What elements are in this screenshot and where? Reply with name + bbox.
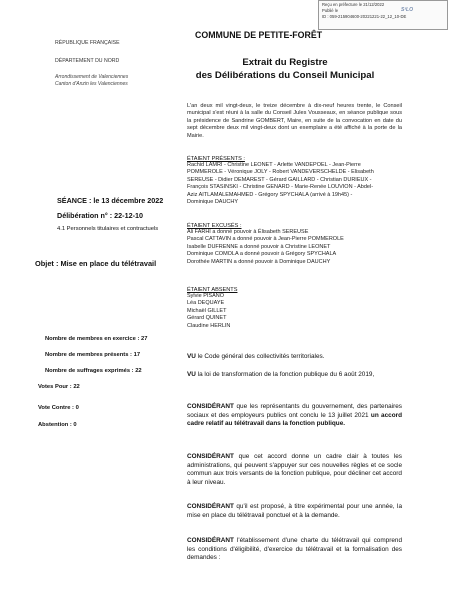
vu-paragraph-2 [187, 371, 402, 380]
stat-pour: Votes Pour : 22 [38, 384, 80, 390]
canton-label: Canton d'Anzin les Valenciennes [55, 81, 128, 87]
considerant-paragraph-3 [187, 503, 402, 520]
prefecture-stamp [318, 0, 448, 30]
considerant-text: que les représentants du gouvernement, des partenaires sociaux et des employeurs publics ont conclu le 13 juillet 2021 [187, 403, 402, 419]
objet-label: Objet : Mise en place du télétravail [35, 259, 157, 268]
stamp-published: Publié le [322, 8, 339, 13]
absents-section [187, 287, 237, 330]
intro-paragraph: L'an deux mil vingt-deux, le treize décembre à dix-neuf heures trente, le Conseil municipal s'est réuni à la salle du Conseil Jules Vousseaux, en séance publique sous la présidence de Sandrine GOMBERT, Maire, en suite de la convocation en date du sept décembre deux mil vingt-deux dont un exemplaire a été affiché à la porte de la Mairie. [187, 103, 402, 139]
presents-title: ÉTAIENT PRÉSENTS : [187, 156, 245, 162]
list-item: Dominique DAUCHY [187, 199, 239, 206]
arrondissement-block [55, 74, 128, 88]
commune-name: COMMUNE DE PETITE-FORÊT [195, 30, 323, 40]
considerant-key: CONSIDÉRANT [187, 453, 234, 460]
stat-presents: Nombre de membres présents : 17 [45, 352, 141, 358]
stat-abstention: Abstention : 0 [38, 422, 77, 428]
departement-label: DÉPARTEMENT DU NORD [55, 58, 120, 64]
stamp-id: ID : 059-215904600-20221221-22_12_10-DE [322, 14, 407, 19]
deliberation-number: Délibération n° : 22-12-10 [57, 211, 143, 220]
excuses-title: ÉTAIENT EXCUSÉS : [187, 223, 242, 229]
category-label: 4.1 Personnels titulaires et contractuels [57, 226, 159, 232]
considerant-bold-text: un accord cadre relatif au télétravail dans la fonction publique. [187, 411, 403, 427]
considerant-paragraph-4 [187, 537, 402, 563]
list-item: Gérard QUINET [187, 315, 227, 322]
stat-contre: Vote Contre : 0 [38, 405, 79, 411]
vu-paragraph-1 [187, 353, 402, 362]
excuses-section [187, 223, 344, 266]
list-item: Claudine HERLIN [187, 322, 231, 329]
list-item: Rachid LAMRI - Christine LEONET - Arlette VANDEPOEL - Jean-Pierre [187, 162, 361, 168]
list-item: Sylvie PISANO [187, 293, 224, 299]
absents-title: ÉTAIENT ABSENTS [187, 287, 238, 293]
vu-key: VU [187, 353, 196, 360]
considerant-key: CONSIDÉRANT [187, 403, 234, 410]
list-item: Aziz AITLAMALEMAHMED - Grégory SPYCHALA (arrivé à 19h45) - [187, 191, 353, 198]
list-item: Michaël GILLET [187, 307, 227, 314]
republique-label: RÉPUBLIQUE FRANÇAISE [55, 40, 120, 46]
presents-list [187, 162, 374, 206]
stamp-logo: S²LO [401, 7, 413, 13]
considerant-text: que cet accord donne un cadre clair à toutes les administrations, qui peuvent s'appuyer sur ces nouvelles règles et ce socle commun aux trois versants de la fonction publique, pour décliner cet accord à leur niveau. [187, 453, 402, 486]
considerant-key: CONSIDÉRANT [187, 537, 234, 544]
list-item: François STASINSKI - Christine GENARD - Marie-Renée LOUVION - Abdel- [187, 184, 374, 191]
arrondissement-label: Arrondissement de Valenciennes [55, 74, 129, 80]
seance-date: SÉANCE : le 13 décembre 2022 [57, 196, 164, 205]
list-item: Ali FARHI a donné pouvoir à Élisabeth SEREUSE [187, 229, 309, 235]
excuses-list [187, 229, 344, 266]
vu-text: le Code général des collectivités territoriales. [195, 353, 325, 360]
stamp-received: Reçu en préfecture le 21/12/2022 [322, 2, 385, 7]
considerant-text: l'établissement d'une charte du télétravail qui comprend les conditions d'éligibilité, d'exercice du télétravail et la formalisation des demandes : [187, 537, 402, 561]
considerant-paragraph-2 [187, 453, 402, 487]
title-line-1: Extrait du Registre [242, 57, 328, 68]
considerant-key: CONSIDÉRANT [187, 503, 234, 510]
title-line-2: des Délibérations du Conseil Municipal [195, 70, 375, 81]
stat-exprimes: Nombre de suffrages exprimés : 22 [45, 368, 142, 374]
list-item: POMMEROLE - Véronique JOLY - Robert VANDEVERSCHELDE - Elisabeth [187, 169, 374, 176]
list-item: Pascal CATTAVIN a donné pouvoir à Jean-Pierre POMMEROLE [187, 236, 344, 243]
list-item: Dorothée MARTIN a donné pouvoir à Dominique DAUCHY [187, 258, 331, 265]
stat-exercice: Nombre de membres en exercice : 27 [45, 336, 148, 342]
list-item: Isabelle DUFRENNE a donné pouvoir à Christine LEONET [187, 243, 331, 250]
considerant-text: qu'il est proposé, à titre expérimental pour une année, la mise en place du télétravail ponctuel et à la demande. [187, 503, 402, 519]
vu-text: la loi de transformation de la fonction publique du 6 août 2019, [195, 371, 375, 378]
document-title [165, 56, 405, 82]
list-item: SEREUSE - Didier DEMAREST - Gérard GAILLARD - Christian DURIEUX - [187, 176, 372, 183]
list-item: Léa DEQUAYE [187, 300, 225, 307]
list-item: Dominique COMOLA a donné pouvoir à Grégory SPYCHALA [187, 251, 337, 258]
vu-key: VU [187, 371, 196, 378]
presents-section [187, 156, 374, 206]
considerant-paragraph-1 [187, 403, 402, 429]
absents-list [187, 293, 237, 330]
